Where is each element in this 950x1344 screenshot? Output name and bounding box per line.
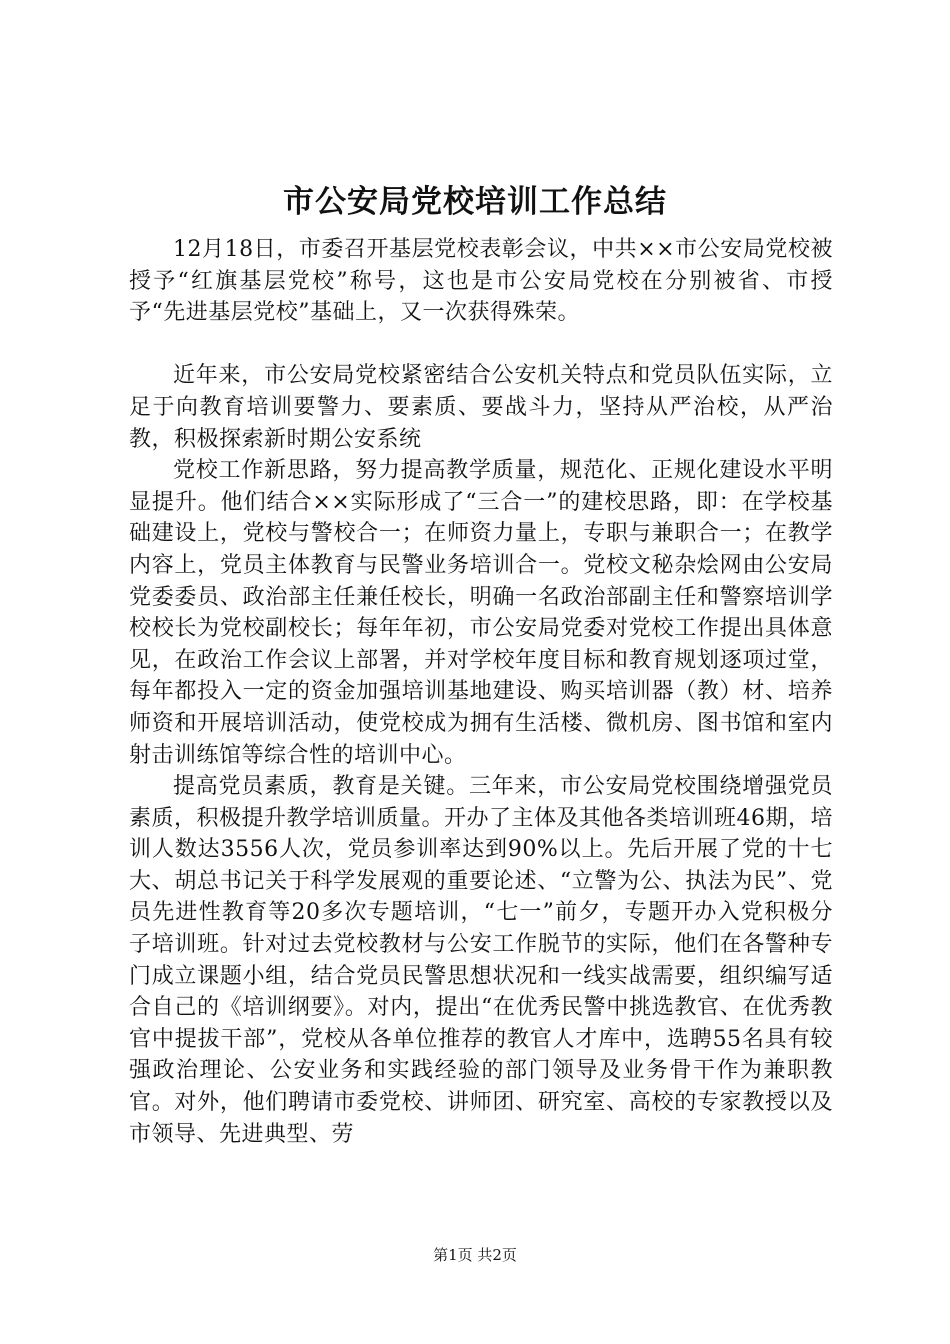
document-title: 市公安局党校培训工作总结 — [283, 184, 667, 220]
page-number-footer: 第1页 共2页 — [433, 1246, 517, 1264]
paragraph-award-announcement: 12月18日，市委召开基层党校表彰会议，中共××市公安局党校被授予“红旗基层党校”称号，这也是市公安局党校在分别被省、市授予“先进基层党校”基础上，又一次获得殊荣。 — [129, 237, 833, 326]
paragraph-recent-years: 近年来，市公安局党校紧密结合公安机关特点和党员队伍实际，立足于向教育培训要警力、要素质、要战斗力，坚持从严治校，从严治教，积极探索新时期公安系统 — [129, 363, 833, 452]
document-body — [129, 234, 833, 1150]
paragraph-member-quality: 提高党员素质，教育是关键。三年来，市公安局党校围绕增强党员素质，积极提升教学培训质量。开办了主体及其他各类培训班46期，培训人数达3556人次，党员参训率达到90%以上。先后开展了党的十七大、胡总书记关于科学发展观的重要论述、“立警为公、执法为民”、党员先进性教育等20多次专题培训，“七一”前夕，专题开办入党积极分子培训班。针对过去党校教材与公安工作脱节的实际，他们在各警种专门成立课题小组，结合党员民警思想状况和一线实战需要，组织编写适合自己的《培训纲要》。对内，提出“在优秀民警中挑选教官、在优秀教官中提拔干部”，党校从各单位推荐的教官人才库中，选聘55名具有较强政治理论、公安业务和实践经验的部门领导及业务骨干作为兼职教官。对外，他们聘请市委党校、讲师团、研究室、高校的专家教授以及市领导、先进典型、劳 — [129, 774, 833, 1147]
paragraph-new-thinking: 党校工作新思路，努力提高教学质量，规范化、正规化建设水平明显提升。他们结合××实际形成了“三合一”的建校思路，即：在学校基础建设上，党校与警校合一；在师资力量上，专职与兼职合一；在教学内容上，党员主体教育与民警业务培训合一。党校文秘杂烩网由公安局党委委员、政治部主任兼任校长，明确一名政治部副主任和警察培训学校校长为党校副校长；每年年初，市公安局党委对党校工作提出具体意见，在政治工作会议上部署，并对学校年度目标和教育规划逐项过堂，每年都投入一定的资金加强培训基地建设、购买培训器（教）材、培养师资和开展培训活动，使党校成为拥有生活楼、微机房、图书馆和室内射击训练馆等综合性的培训中心。 — [129, 458, 833, 768]
